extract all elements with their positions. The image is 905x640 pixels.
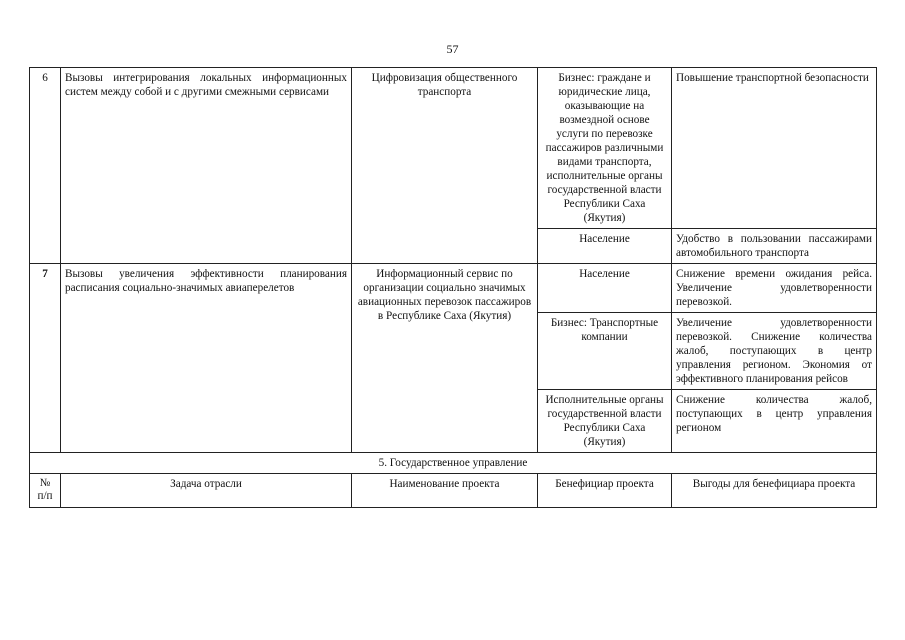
beneficiary-cell: Население: [538, 229, 672, 264]
table-row: [30, 68, 877, 229]
benefit-cell: Повышение транспортной безопасности: [672, 68, 877, 229]
benefit-cell: Снижение количества жалоб, поступающих в центр управления регионом: [672, 390, 877, 453]
table-row: [30, 264, 877, 313]
header-benefit: Выгоды для бенефициара проекта: [672, 474, 877, 508]
section-title: 5. Государственное управление: [30, 453, 877, 474]
benefit-cell: Увеличение удовлетворенности перевозкой. Снижение количества жалоб, поступающих в центр управления регионом. Экономия от эффективного планирования рейсов: [672, 313, 877, 390]
benefit-cell: Удобство в пользовании пассажирами автомобильного транспорта: [672, 229, 877, 264]
task-cell: Вызовы увеличения эффективности планирования расписания социально-значимых авиаперелетов: [61, 264, 352, 453]
header-num: № п/п: [30, 474, 61, 508]
benefit-cell: Снижение времени ожидания рейса. Увеличение удовлетворенности перевозкой.: [672, 264, 877, 313]
section-row: [30, 453, 877, 474]
header-beneficiary: Бенефициар проекта: [538, 474, 672, 508]
beneficiary-cell: Исполнительные органы государственной власти Республики Саха (Якутия): [538, 390, 672, 453]
beneficiary-cell: Бизнес: граждане и юридические лица, оказывающие на возмездной основе услуги по перевозке пассажиров различными видами транспорта, исполнительные органы государственной власти Республики Саха (Якутия): [538, 68, 672, 229]
project-cell: Цифровизация общественного транспорта: [352, 68, 538, 264]
task-cell: Вызовы интегрирования локальных информационных систем между собой и с другими смежными сервисами: [61, 68, 352, 264]
row-number: 7: [30, 264, 61, 453]
header-project: Наименование проекта: [352, 474, 538, 508]
page-number: 57: [446, 42, 459, 56]
projects-table: [29, 67, 877, 508]
header-row: [30, 474, 877, 508]
row-number: 6: [30, 68, 61, 264]
beneficiary-cell: Бизнес: Транспортные компании: [538, 313, 672, 390]
project-cell: Информационный сервис по организации социально значимых авиационных перевозок пассажиров в Республике Саха (Якутия): [352, 264, 538, 453]
beneficiary-cell: Население: [538, 264, 672, 313]
header-task: Задача отрасли: [61, 474, 352, 508]
